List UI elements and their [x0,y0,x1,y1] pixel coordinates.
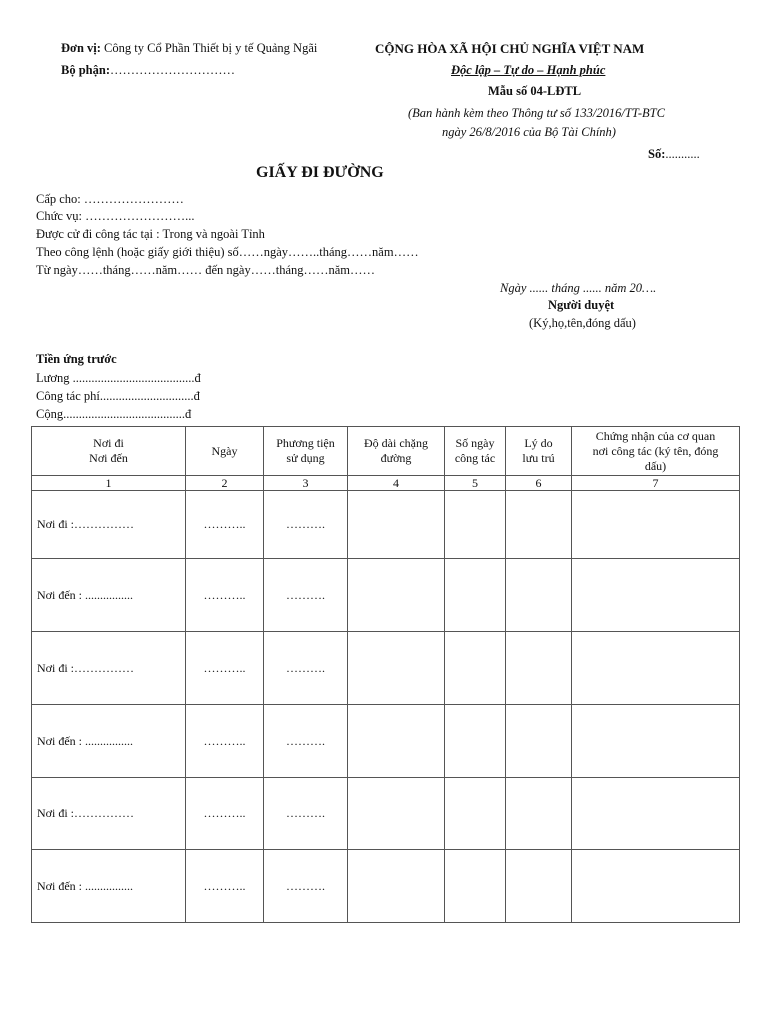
certification-cell[interactable] [572,778,740,850]
unit-line [61,41,317,56]
approver-title: Người duyệt [548,298,615,312]
column-number: 6 [506,476,572,491]
col-header-place: Nơi đi Nơi đến [32,427,186,476]
col-header-certification: Chứng nhận của cơ quan nơi công tác (ký tên, đóng dấu) [572,427,740,476]
place-cell[interactable]: Nơi đi :…………… [32,778,186,850]
table-row [32,491,740,559]
table-row [32,632,740,705]
days-cell[interactable] [445,491,506,559]
date-cell[interactable]: ……….. [186,705,264,778]
issued-to-line: Cấp cho: …………………… [36,192,184,206]
unit-label: Đơn vị: [61,41,101,55]
approver-sign-note: (Ký,họ,tên,đóng dấu) [529,316,636,330]
approval-date: Ngày ...... tháng ...... năm 20…. [500,281,657,295]
place-cell[interactable]: Nơi đến : ................ [32,705,186,778]
republic-title: CỘNG HÒA XÃ HỘI CHỦ NGHĨA VIỆT NAM [375,41,645,56]
issued-note-line1: (Ban hành kèm theo Thông tư số 133/2016/TT-BTC [408,106,665,120]
document-number [648,147,700,162]
col-header-vehicle: Phương tiện sử dụng [264,427,348,476]
advance-total: Cộng.......................................đ [36,407,192,421]
table-row [32,705,740,778]
issued-note-line2: ngày 26/8/2016 của Bộ Tài Chính) [442,125,616,139]
reason-cell[interactable] [506,632,572,705]
table-header-row [32,427,740,476]
document-number-label: Số: [648,147,666,161]
certification-cell[interactable] [572,491,740,559]
reason-cell[interactable] [506,491,572,559]
certification-cell[interactable] [572,632,740,705]
assignment-line: Được cử đi công tác tại : Trong và ngoài Tỉnh [36,227,265,241]
column-number-row [32,476,740,491]
distance-cell[interactable] [348,491,445,559]
col-header-distance: Độ dài chặng đường [348,427,445,476]
col-header-reason: Lý do lưu trú [506,427,572,476]
col-header-days: Số ngày công tác [445,427,506,476]
column-number: 3 [264,476,348,491]
distance-cell[interactable] [348,778,445,850]
advance-travel-fee: Công tác phí..............................đ [36,389,200,403]
days-cell[interactable] [445,559,506,632]
days-cell[interactable] [445,850,506,923]
reason-cell[interactable] [506,778,572,850]
vehicle-cell[interactable]: ………. [264,778,348,850]
table-row [32,850,740,923]
place-cell[interactable]: Nơi đi :…………… [32,491,186,559]
document-title: GIẤY ĐI ĐƯỜNG [256,164,384,181]
column-number: 5 [445,476,506,491]
date-cell[interactable]: ……….. [186,632,264,705]
table-row [32,559,740,632]
date-cell[interactable]: ……….. [186,491,264,559]
days-cell[interactable] [445,778,506,850]
vehicle-cell[interactable]: ………. [264,850,348,923]
reason-cell[interactable] [506,850,572,923]
certification-cell[interactable] [572,850,740,923]
travel-table [31,426,740,923]
date-cell[interactable]: ……….. [186,850,264,923]
date-range-line: Từ ngày……tháng……năm…… đến ngày……tháng……năm…… [36,263,376,277]
days-cell[interactable] [445,705,506,778]
date-cell[interactable]: ……….. [186,559,264,632]
department-line [61,63,235,78]
column-number: 1 [32,476,186,491]
national-motto: Độc lập – Tự do – Hạnh phúc [451,63,606,77]
form-number: Mẫu số 04-LĐTL [488,84,582,98]
advance-title: Tiền ứng trước [36,352,117,366]
unit-value: Công ty Cổ Phần Thiết bị y tế Quảng Ngãi [100,41,318,55]
date-cell[interactable]: ……….. [186,778,264,850]
column-number: 4 [348,476,445,491]
place-cell[interactable]: Nơi đến : ................ [32,850,186,923]
place-cell[interactable]: Nơi đến : ................ [32,559,186,632]
distance-cell[interactable] [348,632,445,705]
advance-salary: Lương .......................................đ [36,371,201,385]
table-row [32,778,740,850]
vehicle-cell[interactable]: ………. [264,559,348,632]
vehicle-cell[interactable]: ………. [264,491,348,559]
order-line: Theo công lệnh (hoặc giấy giới thiệu) số……ngày……..tháng……năm…… [36,245,419,259]
vehicle-cell[interactable]: ………. [264,632,348,705]
department-label: Bộ phận: [61,63,110,77]
column-number: 2 [186,476,264,491]
certification-cell[interactable] [572,705,740,778]
department-value: ………………………… [109,63,235,77]
vehicle-cell[interactable]: ………. [264,705,348,778]
column-number: 7 [572,476,740,491]
reason-cell[interactable] [506,559,572,632]
certification-cell[interactable] [572,559,740,632]
distance-cell[interactable] [348,850,445,923]
document-number-value: ........... [665,147,700,161]
col-header-date: Ngày [186,427,264,476]
distance-cell[interactable] [348,559,445,632]
reason-cell[interactable] [506,705,572,778]
position-line: Chức vụ: ……………………... [36,209,195,223]
distance-cell[interactable] [348,705,445,778]
place-cell[interactable]: Nơi đi :…………… [32,632,186,705]
days-cell[interactable] [445,632,506,705]
